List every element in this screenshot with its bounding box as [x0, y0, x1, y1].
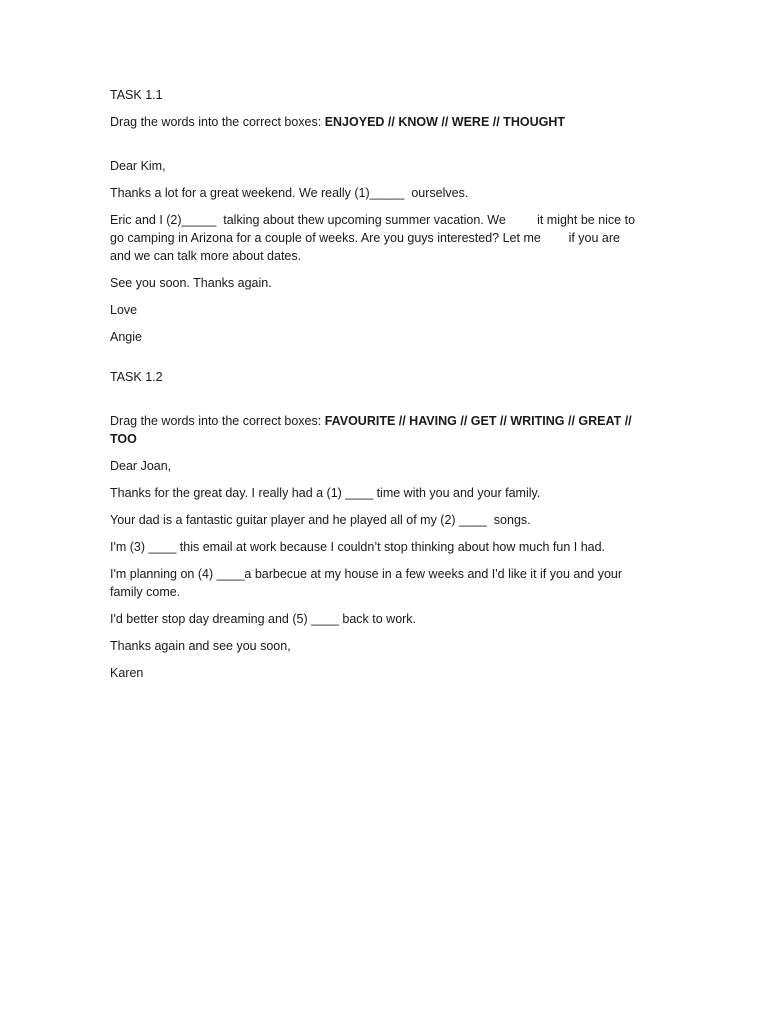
task2-paragraph-4-line-1: I'm planning on (4) ____a barbecue at my house in a few weeks and I'd like it if you and your [110, 567, 623, 581]
task2-paragraph-5: I'd better stop day dreaming and (5) ____ back to work. [110, 612, 417, 626]
task2-heading: TASK 1.2 [110, 370, 163, 384]
task1-closing: Love [110, 303, 138, 317]
spacer [110, 395, 670, 412]
task2-instruction-text: Drag the words into the correct boxes: [110, 414, 325, 428]
task1-paragraph-1: Thanks a lot for a great weekend. We really (1)_____ ourselves. [110, 186, 469, 200]
task1-greeting: Dear Kim, [110, 159, 166, 173]
task1-paragraph-2-line-3: and we can talk more about dates. [110, 249, 302, 263]
task2-paragraph-4-line-2: family come. [110, 585, 181, 599]
task2-word-bank-continued: TOO [110, 432, 137, 446]
task2-instruction-line-1 [110, 412, 670, 430]
task1-signature: Angie [110, 330, 142, 344]
spacer [110, 140, 670, 157]
task1-paragraph-2-line-1: Eric and I (2)_____ talking about thew upcoming summer vacation. We it might be nice to [110, 213, 636, 227]
task1-word-bank: ENJOYED // KNOW // WERE // THOUGHT [324, 115, 565, 129]
task1-instruction [110, 113, 670, 131]
task1-instruction-text: Drag the words into the correct boxes: [110, 115, 325, 129]
task2-paragraph-3: I'm (3) ____ this email at work because I couldn’t stop thinking about how much fun I had. [110, 540, 606, 554]
task2-signature: Karen [110, 666, 144, 680]
task1-heading: TASK 1.1 [110, 88, 163, 102]
task2-instruction [110, 412, 670, 448]
task2-word-bank: FAVOURITE // HAVING // GET // WRITING // GREAT // [324, 414, 632, 428]
task1-paragraph-3: See you soon. Thanks again. [110, 276, 272, 290]
spacer [110, 355, 670, 368]
task1-paragraph-2 [110, 211, 670, 265]
task2-paragraph-2: Your dad is a fantastic guitar player and he played all of my (2) ____ songs. [110, 513, 531, 527]
task2-closing: Thanks again and see you soon, [110, 639, 291, 653]
task1-paragraph-2-line-2: go camping in Arizona for a couple of weeks. Are you guys interested? Let me if you are [110, 231, 621, 245]
task2-paragraph-1: Thanks for the great day. I really had a (1) ____ time with you and your family. [110, 486, 541, 500]
task2-greeting: Dear Joan, [110, 459, 172, 473]
worksheet-page [110, 86, 670, 691]
task2-paragraph-4 [110, 565, 670, 601]
